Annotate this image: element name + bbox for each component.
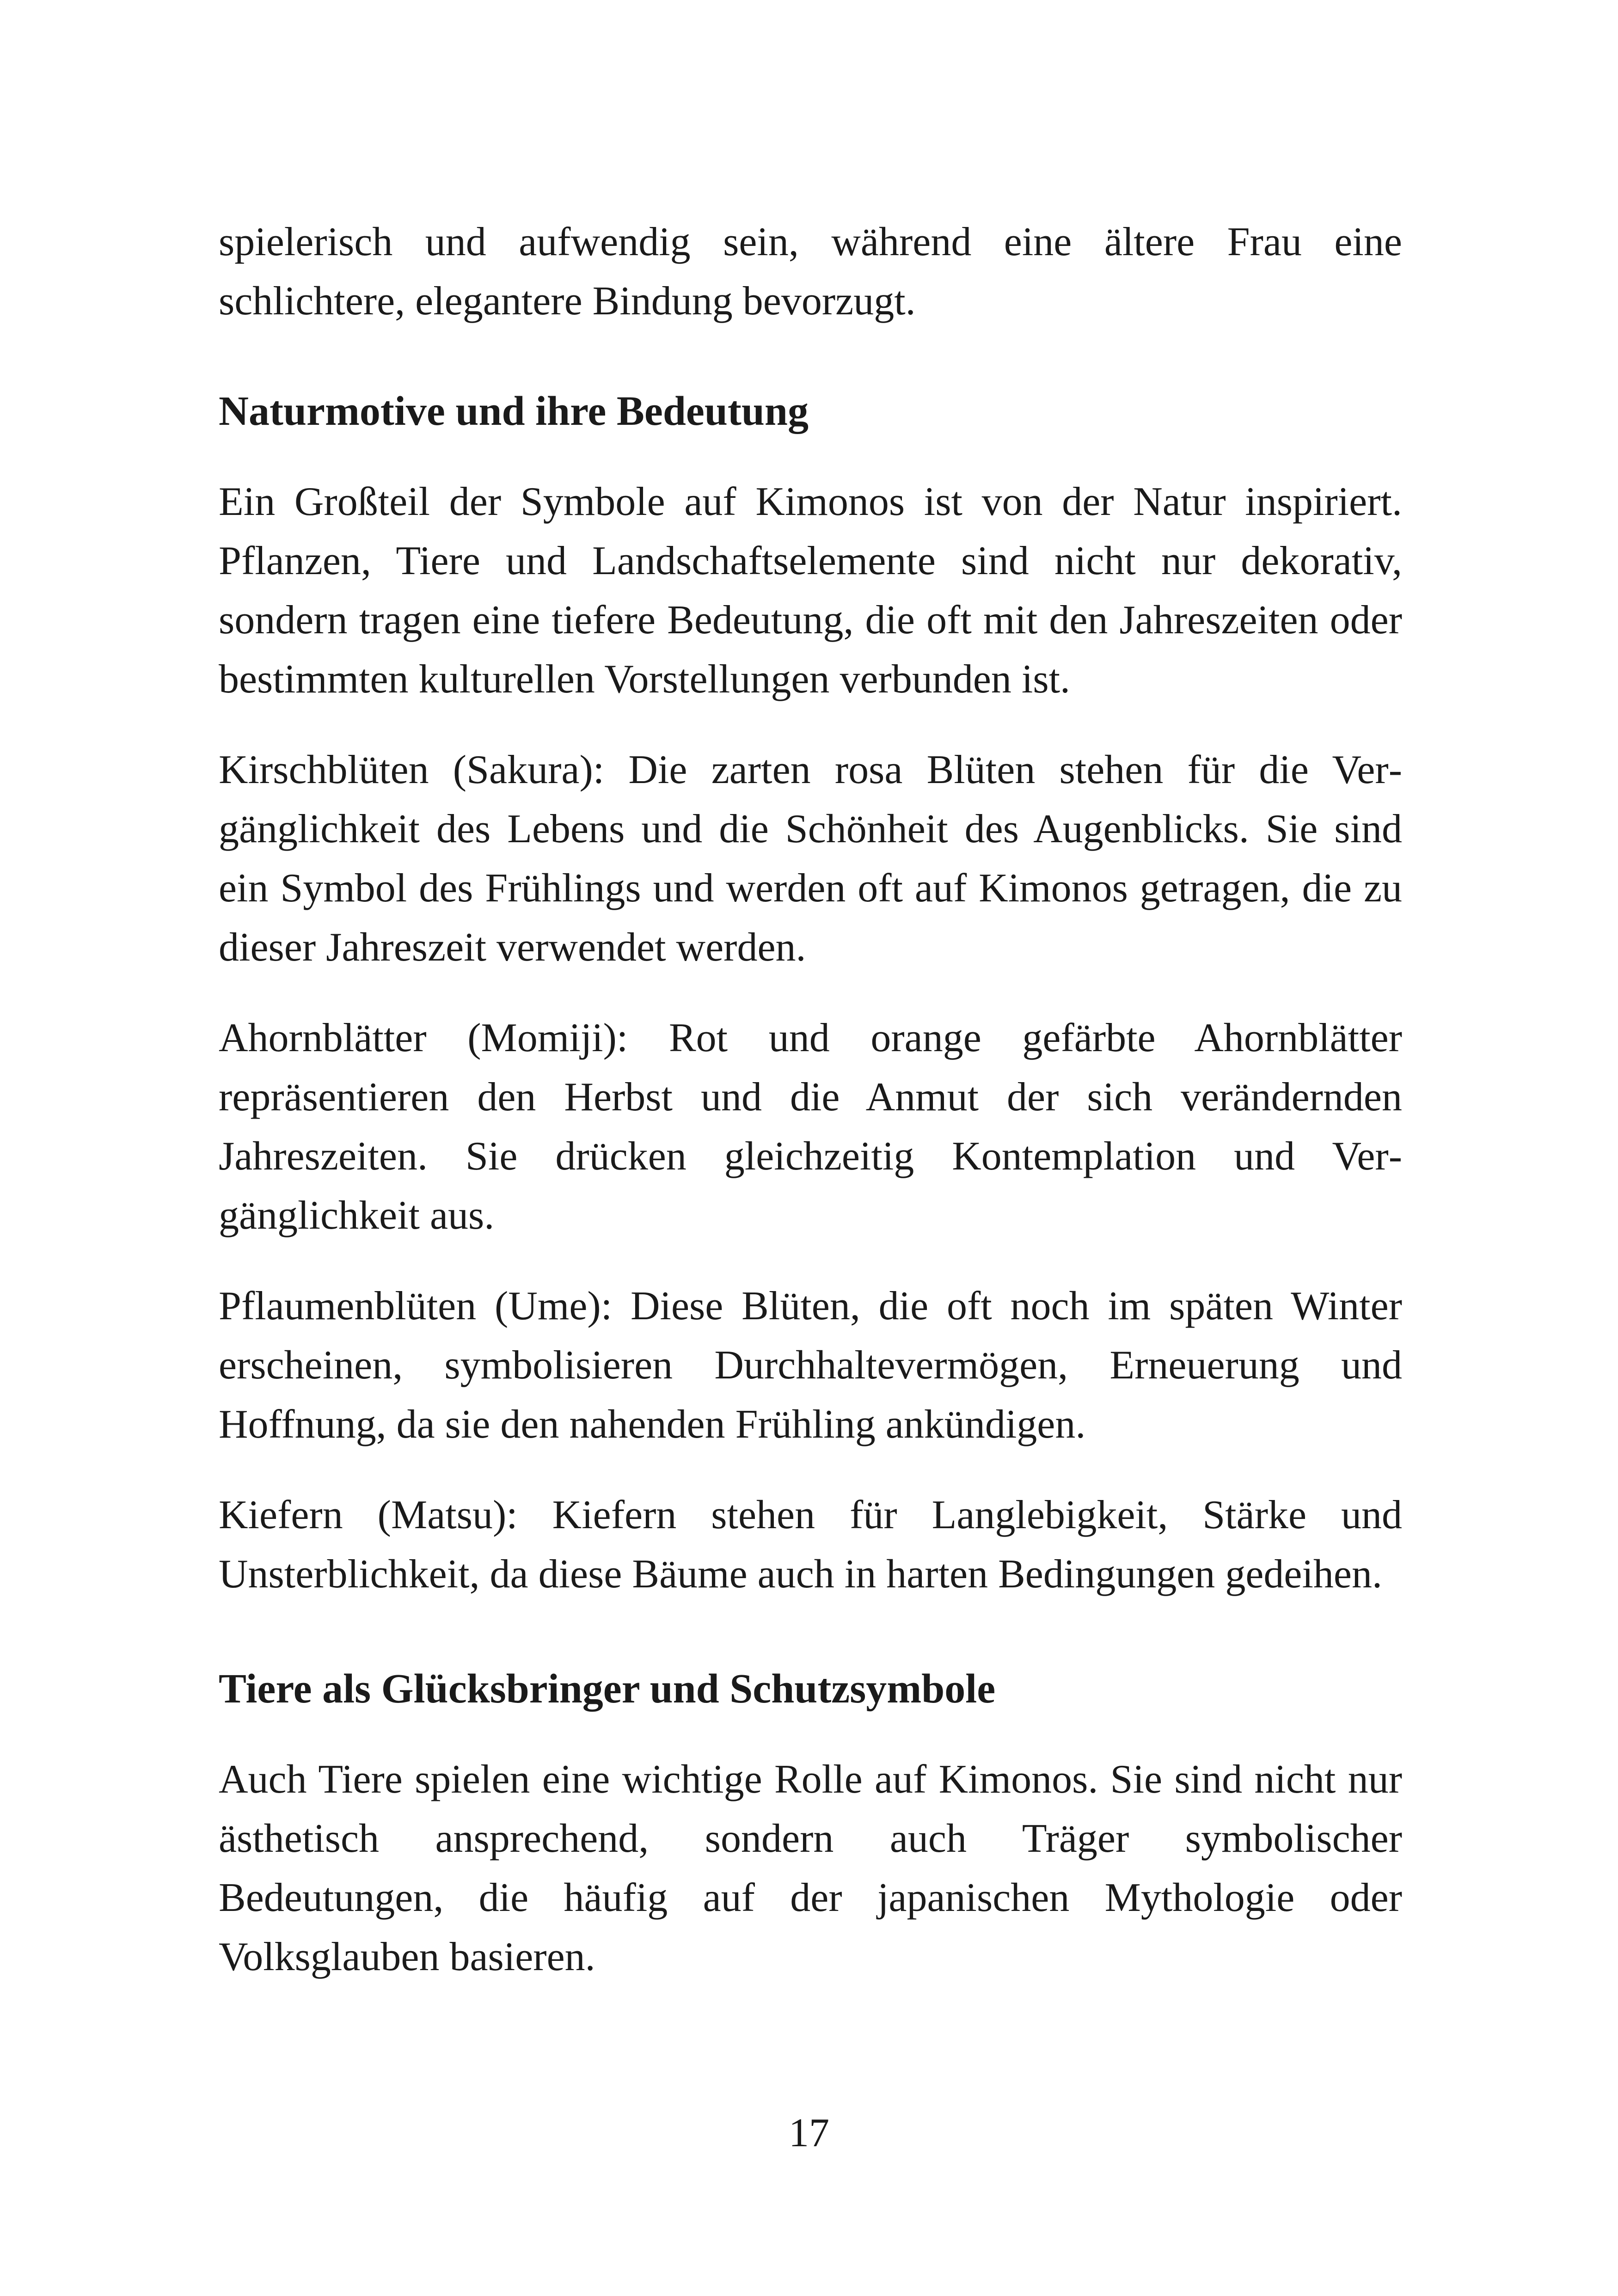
intro-paragraph: spielerisch und aufwendig sein, während eine ältere Frau eine schlichtere, elegantere Bindung bevorzugt. [219,220,1402,324]
section-heading-naturmotive: Naturmotive und ihre Bedeutung [219,388,809,434]
paragraph-tiere-intro: Auch Tiere spielen eine wichtige Rolle auf Kimonos. Sie sind nicht nur ästhetisch ansprechend, sondern auch Träger symbolischer Bedeutungen, die häufig auf der japanischen Mythologie oder Volksglauben basieren. [219,1757,1402,1979]
page-body [219,213,1402,2018]
paragraph-kiefern: Kiefern (Matsu): Kiefern stehen für Langlebigkeit, Stärke und Unsterblichkeit, da diese Bäume auch in harten Bedingungen gedeihen. [219,1493,1402,1597]
paragraph-pflaumenblueten: Pflaumenblüten (Ume): Diese Blüten, die oft noch im späten Winter erscheinen, symbolisieren Durchhaltevermögen, Erneuerung und Hoffnung, da sie den nahenden Frühling ankündigen. [219,1284,1402,1447]
page-number: 17 [789,2111,829,2155]
section-heading-tiere: Tiere als Glücksbringer und Schutzsymbole [219,1666,996,1712]
paragraph-natur-intro: Ein Großteil der Symbole auf Kimonos ist von der Natur inspiriert. Pflanzen, Tiere und Landschaftselemente sind nicht nur dekorativ, sondern tragen eine tiefere Bedeutung, die oft mit den Jahreszeiten oder bestimmten kulturellen Vorstellungen verbunden ist. [219,479,1402,702]
paragraph-kirschblueten: Kirschblüten (Sakura): Die zarten rosa Blüten stehen für die Vergänglichkeit des Lebens und die Schönheit des Augenblicks. Sie sind ein Symbol des Frühlings und werden oft auf Kimonos getragen, die zu dieser Jahreszeit verwendet werden. [219,747,1402,970]
paragraph-ahornblaetter: Ahornblätter (Momiji): Rot und orange gefärbte Ahornblätter repräsentieren den Herbst und die Anmut der sich verändernden Jahreszeiten. Sie drücken gleichzeitig Kontemplation und Vergänglichkeit aus. [219,1016,1402,1238]
